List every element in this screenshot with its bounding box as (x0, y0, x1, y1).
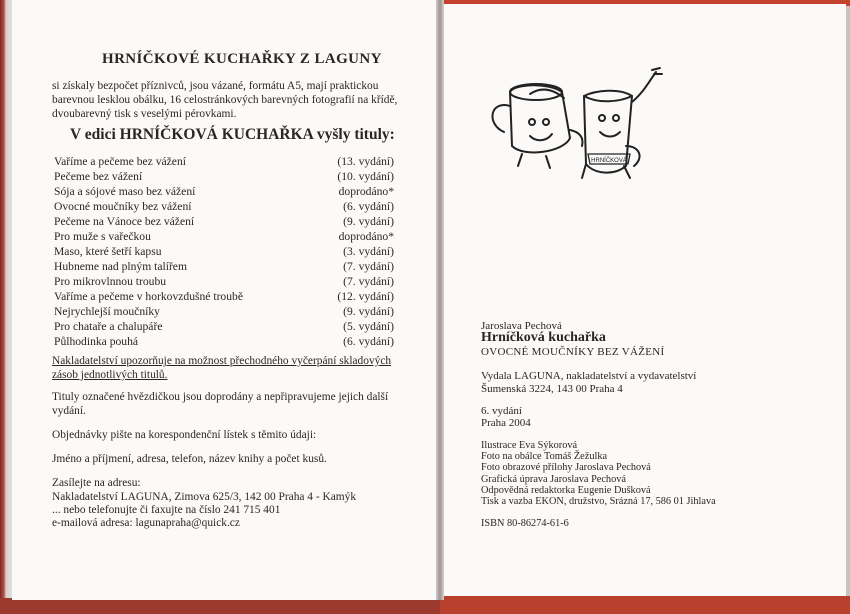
stock-notice: Nakladatelství upozorňuje na možnost přechodného vyčerpání skladových zásob jednotlivých titulů. (52, 355, 392, 381)
title-name: Maso, které šetří kapsu (54, 245, 162, 258)
title-name: Vaříme a pečeme v horkovzdušné troubě (54, 290, 243, 303)
title-name: Pečeme bez vážení (54, 170, 143, 183)
place-year: Praha 2004 (481, 417, 531, 429)
title-edition: (6. vydání) (343, 200, 394, 213)
intro-paragraph: si získaly bezpočet příznivců, jsou vázané, formátu A5, mají praktickou barevnou lesklou obálku, 16 celostránkových barevných fotografií na křídě, dvoubarevný tisk s veselými pérovkami. (52, 80, 398, 120)
list-item (54, 304, 394, 319)
title-edition: (12. vydání) (337, 290, 394, 303)
list-item (54, 259, 394, 274)
illustration-label: HRNÍČKOVÁ (591, 158, 627, 164)
email-line: e-mailová adresa: lagunapraha@quick.cz (52, 517, 240, 529)
credit-line: Tisk a vazba EKON, družstvo, Srázná 17, 586 01 Jihlava (481, 496, 716, 508)
list-item (54, 184, 394, 199)
title-name: Pečeme na Vánoce bez vážení (54, 215, 195, 228)
author: Jaroslava Pechová (481, 320, 562, 332)
title-edition: (6. vydání) (343, 335, 394, 348)
publisher-address: Šumenská 3224, 143 00 Praha 4 (481, 383, 623, 395)
list-item (54, 289, 394, 304)
title-edition: (10. vydání) (337, 170, 394, 183)
list-item (54, 274, 394, 289)
title-name: Pro chataře a chalupáře (54, 320, 163, 333)
list-item (54, 334, 394, 349)
title-edition: doprodáno* (338, 230, 394, 243)
credit-line: Foto na obálce Tomáš Žežulka (481, 451, 608, 463)
title-edition: doprodáno* (338, 185, 394, 198)
credits-list (481, 440, 811, 507)
title-name: Ovocné moučníky bez vážení (54, 200, 192, 213)
title-edition: (9. vydání) (343, 215, 394, 228)
stars-note: Tituly označené hvězdičkou jsou doprodány a nepřipravujeme jejich další vydání. (52, 391, 389, 417)
title-edition: (13. vydání) (337, 155, 394, 168)
orders-info: Objednávky pište na korespondenční lístek s těmito údaji: (52, 429, 317, 441)
book-gutter (436, 0, 444, 600)
credit-line: Grafická úprava Jaroslava Pechová (481, 473, 626, 485)
mugs-illustration (484, 62, 664, 192)
publisher: Vydala LAGUNA, nakladatelství a vydavatelství (481, 370, 697, 382)
title-name: Nejrychlejší moučníky (54, 305, 160, 318)
title-edition: (3. vydání) (343, 245, 394, 258)
title-name: Vaříme a pečeme bez vážení (54, 155, 186, 168)
isbn: ISBN 80-86274-61-6 (481, 518, 569, 529)
edition: 6. vydání (481, 405, 522, 417)
title-name: Půlhodinka pouhá (54, 335, 139, 348)
list-item (54, 244, 394, 259)
list-item (54, 199, 394, 214)
title-name: Sója a sójové maso bez vážení (54, 185, 196, 198)
credit-line: Ilustrace Eva Sýkorová (481, 440, 578, 451)
title-edition: (5. vydání) (343, 320, 394, 333)
title-name: Pro mikrovlnnou troubu (54, 275, 167, 288)
title-edition: (9. vydání) (343, 305, 394, 318)
book-title: Hrníčková kuchařka (481, 330, 606, 345)
book-subtitle: OVOCNÉ MOUČNÍKY BEZ VÁŽENÍ (481, 346, 665, 358)
list-item (54, 319, 394, 334)
credit-line: Odpovědná redaktorka Eugenie Dušková (481, 484, 651, 496)
cover-edge (440, 596, 850, 614)
list-item (54, 214, 394, 229)
list-item (54, 169, 394, 184)
title-edition: (7. vydání) (343, 260, 394, 273)
phone-line: ... nebo telefonujte či faxujte na číslo 241 715 401 (52, 504, 281, 516)
list-item (54, 154, 394, 169)
cover-edge (0, 598, 440, 614)
send-to-label: Zasílejte na adresu: (52, 477, 141, 489)
title-name: Hubneme nad plným talířem (54, 260, 187, 273)
title-edition: (7. vydání) (343, 275, 394, 288)
list-item (54, 229, 394, 244)
titles-list (54, 154, 394, 349)
order-fields: Jméno a příjmení, adresa, telefon, název knihy a počet kusů. (52, 453, 327, 465)
edition-heading: V edici HRNÍČKOVÁ KUCHAŘKA vyšly tituly: (70, 126, 395, 143)
credit-line: Foto obrazové přílohy Jaroslava Pechová (481, 462, 651, 474)
page-title: HRNÍČKOVÉ KUCHAŘKY Z LAGUNY (102, 51, 382, 67)
title-name: Pro muže s vařečkou (54, 230, 151, 243)
publisher-address-line: Nakladatelství LAGUNA, Zimova 625/3, 142 00 Praha 4 - Kamýk (52, 491, 357, 503)
